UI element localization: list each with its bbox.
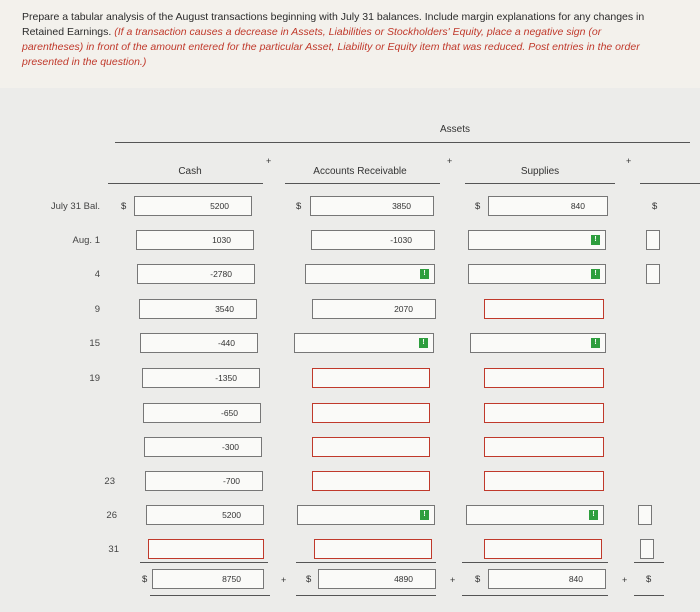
supplies-input[interactable]: [484, 368, 604, 388]
supplies-input[interactable]: [484, 299, 604, 319]
tabular-analysis-panel: [0, 88, 700, 612]
plus-sign: +: [447, 156, 453, 166]
cash-input[interactable]: -1350: [142, 368, 260, 388]
total-rule: [634, 562, 664, 563]
cash-input[interactable]: -650: [143, 403, 261, 423]
row-label: 4: [94, 269, 100, 280]
supplies-header-rule: [465, 183, 615, 184]
plus-sign: +: [626, 156, 632, 166]
correct-flag-icon: !: [591, 235, 600, 245]
ar-input[interactable]: [314, 539, 432, 559]
supplies-input[interactable]: [468, 264, 606, 284]
row-label: Aug. 1: [72, 235, 100, 246]
ar-input[interactable]: -1030: [311, 230, 435, 250]
correct-flag-icon: !: [589, 510, 598, 520]
dollar-sign: $: [646, 574, 652, 585]
total-bottom-rule: [296, 595, 436, 596]
ar-input[interactable]: [312, 368, 430, 388]
cash-input[interactable]: 5200: [134, 196, 252, 216]
correct-flag-icon: !: [420, 269, 429, 279]
dollar-sign: $: [652, 201, 658, 212]
cash-total-input[interactable]: 8750: [152, 569, 264, 589]
cash-header-rule: [108, 183, 263, 184]
total-rule: [140, 562, 268, 563]
supplies-total-input[interactable]: 840: [488, 569, 606, 589]
dollar-sign: $: [142, 574, 148, 585]
dollar-sign: $: [121, 201, 127, 212]
ar-input[interactable]: 2070: [312, 299, 436, 319]
total-rule: [296, 562, 436, 563]
instructions-note: (If a transaction causes a decrease in Assets, Liabilities or Stockholders' Equity, place a negative sign (or parentheses) in front of the amount entered for the particular Asset, Liability or Equity item that was reduced. Post entries in the order presented in the question.): [22, 26, 640, 68]
plus-sign: +: [266, 156, 272, 166]
cash-input[interactable]: -2780: [137, 264, 255, 284]
row-label: 26: [106, 510, 117, 521]
supplies-input[interactable]: [484, 539, 602, 559]
row-label: 19: [89, 373, 100, 384]
next-column-input[interactable]: [640, 539, 654, 559]
dollar-sign: $: [475, 574, 481, 585]
total-bottom-rule: [150, 595, 270, 596]
correct-flag-icon: !: [420, 510, 429, 520]
supplies-input[interactable]: [470, 333, 606, 353]
row-label: 23: [104, 476, 115, 487]
supplies-input[interactable]: 840: [488, 196, 608, 216]
row-label: 15: [89, 338, 100, 349]
assets-rule: [115, 142, 690, 143]
correct-flag-icon: !: [591, 269, 600, 279]
cash-input[interactable]: -440: [140, 333, 258, 353]
next-column-input[interactable]: [638, 505, 652, 525]
cash-input[interactable]: 3540: [139, 299, 257, 319]
ar-input[interactable]: [312, 403, 430, 423]
supplies-input[interactable]: [484, 437, 604, 457]
row-label: 31: [108, 544, 119, 555]
total-bottom-rule: [462, 595, 608, 596]
supplies-input[interactable]: [484, 471, 604, 491]
total-bottom-rule: [634, 595, 664, 596]
ar-input[interactable]: [294, 333, 434, 353]
cash-input[interactable]: -300: [144, 437, 262, 457]
row-label: 9: [94, 304, 100, 315]
supplies-input[interactable]: [484, 403, 604, 423]
next-column-input[interactable]: [646, 264, 660, 284]
ar-input[interactable]: [305, 264, 435, 284]
plus-sign: +: [450, 575, 456, 585]
cash-input[interactable]: [148, 539, 264, 559]
instructions-main: Prepare a tabular analysis of the August transactions beginning with July 31 balances. Include margin explanations for any changes in Retained Earnings.: [22, 11, 645, 38]
correct-flag-icon: !: [419, 338, 428, 348]
ar-input[interactable]: [297, 505, 435, 525]
plus-sign: +: [622, 575, 628, 585]
question-instructions: [22, 10, 662, 70]
cash-header: Cash: [178, 166, 202, 177]
cash-input[interactable]: -700: [145, 471, 263, 491]
cash-input[interactable]: 5200: [146, 505, 264, 525]
ar-input[interactable]: [312, 437, 430, 457]
supplies-input[interactable]: [468, 230, 606, 250]
ar-total-input[interactable]: 4890: [318, 569, 436, 589]
ar-input[interactable]: 3850: [310, 196, 434, 216]
cash-input[interactable]: 1030: [136, 230, 254, 250]
dollar-sign: $: [475, 201, 481, 212]
assets-header: Assets: [439, 124, 470, 135]
next-column-input[interactable]: [646, 230, 660, 250]
next-header-rule: [640, 183, 700, 184]
correct-flag-icon: !: [591, 338, 600, 348]
row-label: July 31 Bal.: [50, 201, 100, 212]
dollar-sign: $: [296, 201, 302, 212]
accounts-receivable-header: Accounts Receivable: [313, 166, 407, 177]
supplies-input[interactable]: [466, 505, 604, 525]
total-rule: [462, 562, 608, 563]
ar-input[interactable]: [312, 471, 430, 491]
plus-sign: +: [281, 575, 287, 585]
ar-header-rule: [285, 183, 440, 184]
supplies-header: Supplies: [520, 166, 560, 177]
dollar-sign: $: [306, 574, 312, 585]
